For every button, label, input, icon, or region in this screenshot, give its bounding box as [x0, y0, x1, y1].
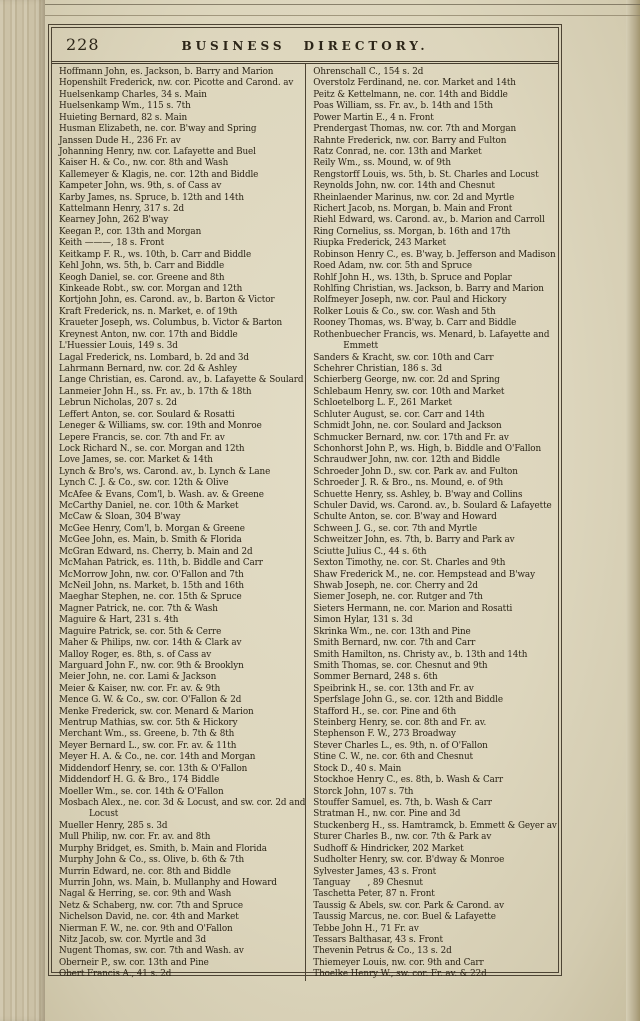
directory-entry: Nichelson David, ne. cor. 4th and Market: [59, 912, 239, 923]
directory-entry: Rooney Thomas, ws. B'way, b. Carr and Biddle: [313, 318, 517, 329]
directory-entry: Thoelke Henry W., sw. cor. Fr. av. & 22d: [313, 969, 487, 980]
directory-entry: Rolfmeyer Joseph, nw. cor. Paul and Hickory: [313, 295, 507, 306]
directory-entry: Murrin Edward, ne. cor. 8th and Biddle: [59, 866, 231, 877]
directory-entry: Stever Charles L., es. 9th, n. of O'Fallon: [313, 740, 488, 751]
directory-entry: Murrin John, ws. Main, b. Mullanphy and Howard: [59, 877, 277, 888]
page-title: BUSINESS DIRECTORY.: [181, 39, 429, 53]
directory-entry: McNeil John, ns. Market, b. 15th and 16th: [59, 580, 244, 591]
directory-entry: Robinson Henry C., es. B'way, b. Jefferson and Madison: [313, 249, 556, 260]
directory-entry: Tebbe John H., 71 Fr. av: [313, 923, 419, 934]
directory-entry: Sudholter Henry, sw. cor. B'dway & Monroe: [313, 855, 505, 866]
directory-entry: Peitz & Kettelmann, ne. cor. 14th and Biddle: [313, 89, 508, 100]
directory-entry: Merchant Wm., ss. Greene, b. 7th & 8th: [59, 729, 235, 740]
directory-entry: McCarthy Daniel, ne. cor. 10th & Market: [59, 501, 239, 512]
directory-entry: Stafford H., se. cor. Pine and 6th: [313, 706, 457, 717]
left-column: [52, 64, 305, 981]
book-binding-edge: [0, 0, 45, 1021]
directory-entry: Tanguay , 89 Chesnut: [313, 877, 423, 888]
directory-entry: Rothenbuecher Francis, ws. Menard, b. Lafayette and Emmett: [313, 329, 550, 352]
directory-entry: Maeghar Stephen, ne. cor. 15th & Spruce: [59, 592, 242, 603]
directory-entry: Schroeder John D., sw. cor. Park av. and Fulton: [313, 466, 518, 477]
directory-entry: Kampeter John, ws. 9th, s. of Cass av: [59, 181, 222, 192]
directory-entry: Rheinlaender Marinus, nw. cor. 2d and Myrtle: [313, 192, 515, 203]
directory-entry: Mosbach Alex., ne. cor. 3d & Locust, and sw. cor. 2d and Locust: [59, 798, 306, 820]
directory-entry: Rohlf John H., ws. 13th, b. Spruce and Poplar: [313, 272, 512, 283]
directory-entry: Ohrenschall C., 154 s. 2d: [313, 67, 424, 77]
directory-entry: Reily Wm., ss. Mound, w. of 9th: [313, 158, 451, 169]
directory-entry: Tessars Balthasar, 43 s. Front: [313, 935, 443, 946]
directory-entry: Skrinka Wm., ne. cor. 13th and Pine: [313, 626, 471, 637]
directory-entry: Keitkamp F. R., ws. 10th, b. Carr and Biddle: [59, 249, 252, 260]
directory-entry: Schloetelborg L. F., 261 Market: [313, 398, 452, 409]
directory-entry: Meier John, ne. cor. Lami & Jackson: [59, 672, 217, 683]
right-column: [305, 64, 558, 981]
directory-entry: Menke Frederick, sw. cor. Menard & Marion: [59, 706, 254, 717]
directory-entry: Sturer Charles B., nw. cor. 7th & Park av: [313, 832, 492, 843]
directory-entry: Lynch C. J. & Co., sw. cor. 12th & Olive: [59, 478, 229, 489]
directory-entry: Leffert Anton, se. cor. Soulard & Rosatti: [59, 409, 235, 420]
directory-entry: Kraft Frederick, ns. n. Market, e. of 19th: [59, 306, 238, 317]
directory-entry: L'Huessier Louis, 149 s. 3d: [59, 341, 178, 352]
directory-entry: Rolker Louis & Co., sw. cor. Wash and 5th: [313, 306, 496, 317]
directory-entry: Sommer Bernard, 248 s. 6th: [313, 672, 438, 683]
directory-entry: Schuler David, ws. Carond. av., b. Soulard & Lafayette: [313, 501, 552, 512]
directory-entry: Sciutte Julius C., 44 s. 6th: [313, 546, 427, 557]
directory-entry: Middendorf Henry, se. cor. 13th & O'Fallon: [59, 763, 248, 774]
directory-entry: McMorrow John, nw. cor. O'Fallon and 7th: [59, 569, 244, 580]
directory-entry: Nugent Thomas, sw. cor. 7th and Wash. av: [59, 946, 244, 957]
directory-entry: Marguard John F., nw. cor. 9th & Brooklyn: [59, 660, 244, 671]
directory-entry: Shaw Frederick M., ne. cor. Hempstead and B'way: [313, 569, 535, 580]
directory-entry: Schierberg George, nw. cor. 2d and Spring: [313, 375, 500, 386]
directory-entry: Kattelmann Henry, 317 s. 2d: [59, 204, 184, 215]
directory-entry: Stouffer Samuel, es. 7th, b. Wash & Carr: [313, 798, 492, 808]
directory-entry: Schehrer Christian, 186 s. 3d: [313, 363, 443, 374]
directory-entry: Smith Bernard, nw. cor. 7th and Carr: [313, 638, 476, 649]
directory-entry: Love James, se. cor. Market & 14th: [59, 455, 213, 466]
directory-entry: Hopenshilt Frederick, nw. cor. Picotte and Carond. av: [59, 78, 294, 89]
directory-entry: Murphy John & Co., ss. Olive, b. 6th & 7th: [59, 855, 245, 866]
directory-entry: Schluter August, se. cor. Carr and 14th: [313, 409, 485, 420]
directory-entry: Schuette Henry, ss. Ashley, b. B'way and Collins: [313, 489, 523, 500]
directory-entry: Schween J. G., se. cor. 7th and Myrtle: [313, 523, 478, 534]
directory-entry: Nagal & Herring, se. cor. 9th and Wash: [59, 889, 232, 900]
directory-entry: Sperfslage John G., se. cor. 12th and Biddle: [313, 695, 503, 706]
directory-entry: Schraudwer John, nw. cor. 12th and Biddle: [313, 455, 500, 466]
directory-entry: Roed Adam, nw. cor. 5th and Spruce: [313, 261, 473, 272]
directory-entry: Rohlfing Christian, ws. Jackson, b. Barry and Marion: [313, 284, 544, 295]
directory-entry: Moeller Wm., se. cor. 14th & O'Fallon: [59, 786, 224, 797]
directory-entry: Keith ———, 18 s. Front: [59, 238, 165, 249]
directory-entry: Taschetta Peter, 87 n. Front: [313, 889, 435, 900]
directory-entry: Leneger & Williams, sw. cor. 19th and Monroe: [59, 421, 262, 432]
directory-entry: Overstolz Ferdinand, ne. cor. Market and 14th: [313, 78, 516, 89]
directory-entry: McMahan Patrick, es. 11th, b. Biddle and Carr: [59, 558, 263, 569]
directory-entry: Sieters Hermann, ne. cor. Marion and Rosatti: [313, 603, 513, 614]
directory-entry: Husman Elizabeth, ne. cor. B'way and Spring: [59, 124, 257, 135]
directory-entry: Meyer Bernard L., sw. cor. Fr. av. & 11th: [59, 740, 237, 751]
directory-entry: Kinkeade Robt., sw. cor. Morgan and 12th: [59, 284, 243, 295]
directory-entry: Rengstorff Louis, ws. 5th, b. St. Charles and Locust: [313, 169, 539, 180]
directory-entry: Hoffmann John, es. Jackson, b. Barry and Marion: [59, 67, 274, 77]
directory-entry: Meyer H. A. & Co., ne. cor. 14th and Morgan: [59, 752, 256, 763]
directory-entry: Schweitzer John, es. 7th, b. Barry and Park av: [313, 535, 515, 546]
directory-entry: Schmucker Bernard, nw. cor. 17th and Fr. av: [313, 432, 509, 443]
directory-entry: Riupka Frederick, 243 Market: [313, 238, 446, 249]
directory-entry: Karby James, ns. Spruce, b. 12th and 14th: [59, 192, 244, 203]
directory-entry: Mentrup Mathias, sw. cor. 5th & Hickory: [59, 718, 238, 729]
directory-entry: Lanmeier John H., ss. Fr. av., b. 17th & 18th: [59, 386, 252, 397]
directory-entry: Power Martin E., 4 n. Front: [313, 112, 434, 123]
directory-entry: Smith Hamilton, ns. Christy av., b. 13th and 14th: [313, 649, 528, 660]
directory-entry: Kortjohn John, es. Carond. av., b. Barton & Victor: [59, 295, 275, 306]
directory-entry: Stuckenberg H., ss. Hamtramck, b. Emmett & Geyer av: [313, 820, 557, 831]
directory-entry: Schlebaum Henry, sw. cor. 10th and Market: [313, 386, 505, 397]
directory-entry: Kearney John, 262 B'way: [59, 215, 169, 226]
directory-entry: Nitz Jacob, sw. cor. Myrtle and 3d: [59, 935, 207, 946]
directory-entry: Ratz Conrad, ne. cor. 13th and Market: [313, 146, 482, 157]
directory-entry: McGran Edward, ns. Cherry, b. Main and 2d: [59, 546, 253, 557]
directory-entry: McGee John, es. Main, b. Smith & Florida: [59, 535, 242, 546]
directory-entry: Magner Patrick, ne. cor. 7th & Wash: [59, 603, 218, 614]
directory-entry: Kraueter Joseph, ws. Columbus, b. Victor & Barton: [59, 318, 283, 329]
page-frame-inner: [51, 27, 559, 980]
directory-entry: Stockhoe Henry C., es. 8th, b. Wash & Carr: [313, 775, 503, 786]
directory-entry: Schroeder J. R. & Bro., ns. Mound, e. of 9th: [313, 478, 504, 489]
directory-entry: Simon Hylar, 131 s. 3d: [313, 615, 413, 626]
directory-entry: Johanning Henry, nw. cor. Lafayette and Buel: [59, 146, 256, 157]
directory-entry: Schmidt John, ne. cor. Soulard and Jackson: [313, 421, 502, 432]
directory-entry: Nierman F. W., ne. cor. 9th and O'Fallon: [59, 923, 233, 934]
directory-entry: Lynch & Bro's, ws. Carond. av., b. Lynch & Lane: [59, 466, 271, 477]
directory-entry: Kaiser H. & Co., nw. cor. 8th and Wash: [59, 158, 229, 169]
directory-entry: Lange Christian, es. Carond. av., b. Lafayette & Soulard: [59, 375, 304, 386]
directory-entry: Shwab Joseph, ne. cor. Cherry and 2d: [313, 580, 478, 591]
directory-entry: Ring Cornelius, ss. Morgan, b. 16th and 17th: [313, 226, 511, 237]
directory-entry: Huieting Bernard, 82 s. Main: [59, 112, 188, 123]
page-header: [52, 28, 558, 64]
page-stack-edge: [626, 0, 640, 1021]
directory-entry: McCaw & Sloan, 304 B'way: [59, 512, 181, 523]
directory-entry: Stine C. W., ne. cor. 6th and Chesnut: [313, 752, 473, 763]
directory-entry: Lebrun Nicholas, 207 s. 2d: [59, 398, 177, 409]
directory-entry: Mull Philip, nw. cor. Fr. av. and 8th: [59, 832, 211, 843]
directory-entry: McGee Henry, Com'l, b. Morgan & Greene: [59, 523, 245, 534]
directory-entry: Riehl Edward, ws. Carond. av., b. Marion and Carroll: [313, 215, 545, 226]
directory-entry: Malloy Roger, es. 8th, s. of Cass av: [59, 649, 212, 660]
page-frame: [48, 24, 562, 980]
directory-entry: Steinberg Henry, se. cor. 8th and Fr. av.: [313, 718, 487, 729]
directory-entry: Lock Richard N., se. cor. Morgan and 12th: [59, 443, 245, 454]
directory-entry: Lahrmann Bernard, nw. cor. 2d & Ashley: [59, 363, 238, 374]
directory-entry: Sylvester James, 43 s. Front: [313, 866, 437, 877]
directory-entry: Lepere Francis, se. cor. 7th and Fr. av: [59, 432, 225, 443]
directory-entry: Rahnte Frederick, nw. cor. Barry and Fulton: [313, 135, 507, 146]
directory-entry: Netz & Schaberg, nw. cor. 7th and Spruce: [59, 900, 244, 911]
directory-entry: Siemer Joseph, ne. cor. Rutger and 7th: [313, 592, 483, 603]
directory-entry: Janssen Dude H., 236 Fr. av: [59, 135, 181, 146]
directory-entry: Prendergast Thomas, nw. cor. 7th and Morgan: [313, 124, 517, 135]
directory-entry: Sexton Timothy, ne. cor. St. Charles and 9th: [313, 558, 506, 569]
page-number: 228: [66, 35, 100, 54]
directory-entry: Murphy Bridget, es. Smith, b. Main and Florida: [59, 843, 267, 854]
directory-entry: Speibrink H., se. cor. 13th and Fr. av: [313, 683, 474, 694]
directory-entry: Thiemeyer Louis, nw. cor. 9th and Carr: [313, 957, 484, 968]
directory-entry: Schonhorst John P., ws. High, b. Biddle and O'Fallon: [313, 443, 542, 454]
directory-entry: Richert Jacob, ns. Morgan, b. Main and Front: [313, 204, 513, 215]
directory-entry: Keegan P., cor. 13th and Morgan: [59, 226, 202, 237]
directory-entry: Storck John, 107 s. 7th: [313, 786, 414, 797]
directory-entry: Huelsenkamp Wm., 115 s. 7th: [59, 101, 191, 112]
directory-entry: Taussig Marcus, ne. cor. Buel & Lafayette: [313, 912, 496, 923]
directory-entry: Maher & Philips, nw. cor. 14th & Clark av: [59, 638, 242, 649]
directory-entry: Oberneir P., sw. cor. 13th and Pine: [59, 957, 209, 968]
directory-entry: Huelsenkamp Charles, 34 s. Main: [59, 89, 207, 100]
directory-entry: Smith Thomas, se. cor. Chesnut and 9th: [313, 660, 488, 671]
directory-entry: Kallemeyer & Klagis, ne. cor. 12th and Biddle: [59, 169, 259, 180]
directory-entry: McAfee & Evans, Com'l, b. Wash. av. & Greene: [59, 489, 264, 500]
directory-entry: Mueller Henry, 285 s. 3d: [59, 820, 168, 831]
directory-entry: Stock D., 40 s. Main: [313, 763, 402, 774]
directory-columns: [52, 64, 558, 981]
directory-entry: Stephenson F. W., 273 Broadway: [313, 729, 456, 740]
directory-entry: Keogh Daniel, se. cor. Greene and 8th: [59, 272, 225, 283]
directory-entry: Schulte Anton, se. cor. B'way and Howard: [313, 512, 497, 523]
directory-entry: Kehl John, ws. 5th, b. Carr and Biddle: [59, 261, 225, 272]
directory-entry: Poas William, ss. Fr. av., b. 14th and 15th: [313, 101, 493, 112]
directory-entry: Thevenin Petrus & Co., 13 s. 2d: [313, 946, 452, 957]
directory-entry: Lagal Frederick, ns. Lombard, b. 2d and 3d: [59, 352, 249, 363]
directory-entry: Sudhoff & Hindricker, 202 Market: [313, 843, 464, 854]
directory-entry: Meier & Kaiser, nw. cor. Fr. av. & 9th: [59, 683, 221, 694]
directory-entry: Sanders & Kracht, sw. cor. 10th and Carr: [313, 352, 494, 363]
directory-entry: Obert Francis A., 41 s. 2d: [59, 969, 172, 980]
directory-entry: Mence G. W. & Co., sw. cor. O'Fallon & 2d: [59, 695, 242, 706]
directory-entry: Kreynest Anton, nw. cor. 17th and Biddle: [59, 329, 238, 340]
directory-entry: Middendorf H. G. & Bro., 174 Biddle: [59, 775, 220, 786]
previous-page-edge: [45, 4, 640, 16]
directory-entry: Maguire Patrick, se. cor. 5th & Cerre: [59, 626, 222, 637]
directory-entry: Stratman H., nw. cor. Pine and 3d: [313, 809, 461, 820]
directory-entry: Maguire & Hart, 231 s. 4th: [59, 615, 179, 626]
directory-entry: Taussig & Abels, sw. cor. Park & Carond. av: [313, 900, 505, 911]
directory-entry: Reynolds John, nw. cor. 14th and Chesnut: [313, 181, 495, 192]
